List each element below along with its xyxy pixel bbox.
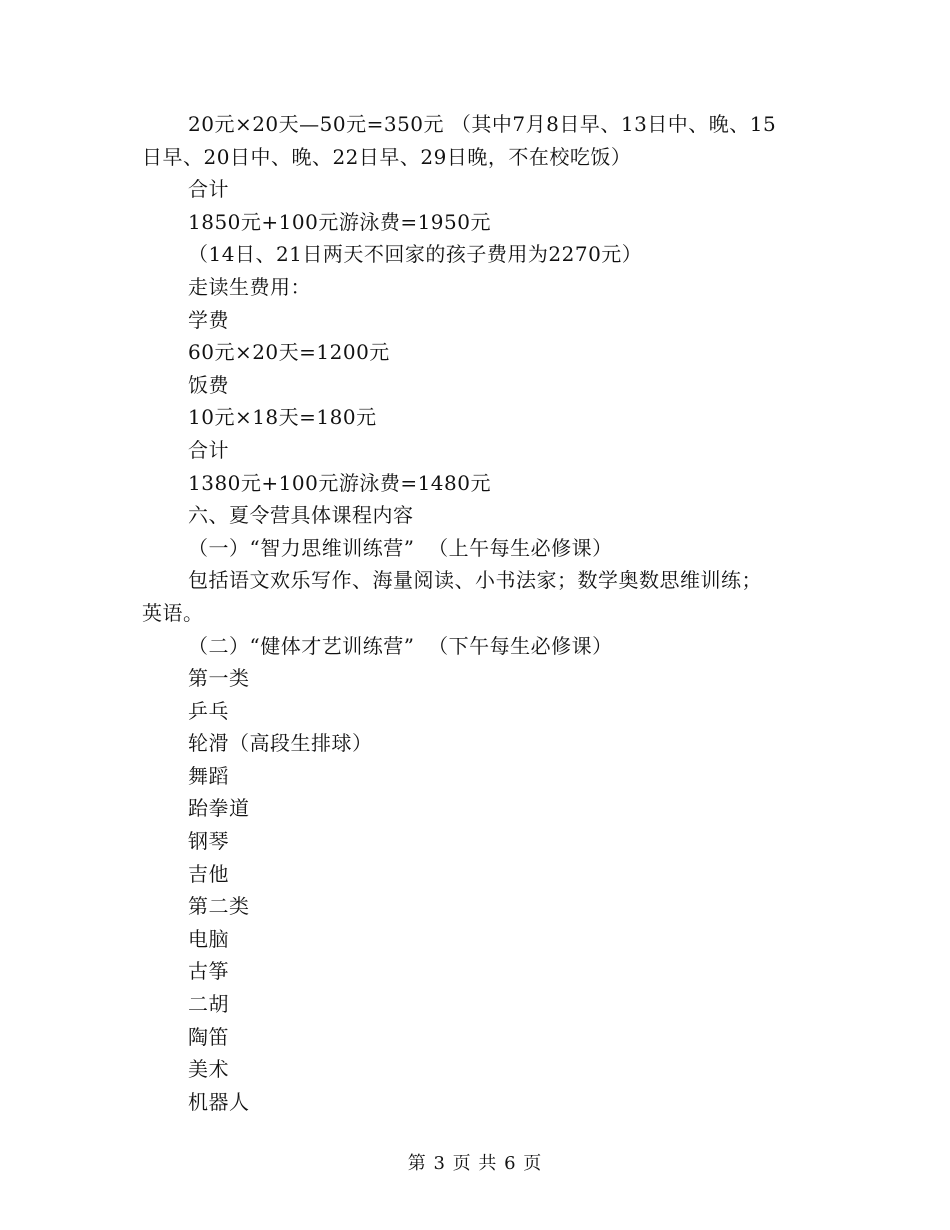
text-line: 第一类	[188, 666, 250, 691]
text-line: 包括语文欢乐写作、海量阅读、小书法家；数学奥数思维训练；	[188, 568, 762, 593]
text-line: 跆拳道	[188, 796, 250, 821]
text-line: 电脑	[188, 926, 229, 951]
text-line: 10元×18天=180元	[188, 405, 377, 430]
text-line: 舞蹈	[188, 763, 229, 788]
text-line: 1380元+100元游泳费=1480元	[188, 470, 491, 495]
text-line: 陶笛	[188, 1024, 229, 1049]
text-line: （二）“健体才艺训练营” （下午每生必修课）	[188, 633, 613, 658]
text-line: 合计	[188, 177, 229, 202]
text-line: 饭费	[188, 372, 229, 397]
text-line: （一）“智力思维训练营” （上午每生必修课）	[188, 535, 613, 560]
text-line: 60元×20天=1200元	[188, 340, 390, 365]
text-line: 日早、20日中、晚、22日早、29日晚，不在校吃饭）	[142, 144, 632, 169]
text-line: 钢琴	[188, 829, 229, 854]
text-line: 美术	[188, 1057, 229, 1082]
text-line: 20元×20天—50元=350元 （其中7月8日早、13日中、晚、15	[188, 112, 777, 136]
text-line: 第二类	[188, 894, 250, 919]
text-line: 合计	[188, 437, 229, 462]
text-line: 机器人	[188, 1089, 250, 1114]
document-body	[142, 108, 806, 1118]
page-number-text: 第 3 页 共 6 页	[407, 1153, 543, 1174]
text-line: 六、夏令营具体课程内容	[188, 503, 414, 528]
text-line: 轮滑（高段生排球）	[188, 731, 373, 756]
text-line: 英语。	[142, 600, 204, 625]
page-footer	[0, 1152, 950, 1176]
text-line: 吉他	[188, 861, 229, 886]
text-line: 乒乓	[188, 698, 229, 723]
text-line: 学费	[188, 307, 229, 332]
text-line: （14日、21日两天不回家的孩子费用为2270元）	[188, 242, 643, 267]
text-line: 二胡	[188, 992, 229, 1017]
text-line: 古筝	[188, 959, 229, 984]
text-line: 1850元+100元游泳费=1950元	[188, 209, 491, 234]
text-line: 走读生费用：	[188, 274, 311, 299]
